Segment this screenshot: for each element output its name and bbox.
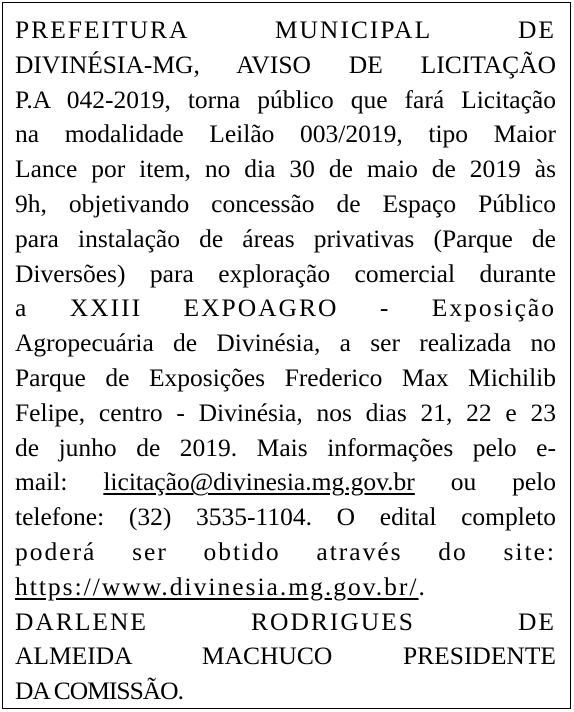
notice-line: Parque de Exposições Frederico Max Michilib bbox=[15, 362, 556, 392]
notice-line: 9h, objetivando concessão de Espaço Público bbox=[15, 188, 556, 218]
email-link[interactable]: licitação@divinesia.mg.gov.br bbox=[103, 467, 415, 497]
notice-line: a XXIII EXPOAGRO - Exposição bbox=[15, 293, 556, 323]
notice-line: Felipe, centro - Divinésia, nos dias 21, 22 e 23 bbox=[15, 397, 556, 427]
notice-line: para instalação de áreas privativas (Parque de bbox=[15, 223, 556, 253]
notice-line: na modalidade Leilão 003/2019, tipo Maior bbox=[15, 119, 556, 149]
site-line: poderá ser obtido através do site: bbox=[15, 536, 556, 566]
notice-line: PREFEITURA MUNICIPAL DE bbox=[15, 15, 556, 44]
public-notice bbox=[2, 2, 571, 709]
site-period: . bbox=[418, 571, 427, 601]
email-line bbox=[15, 465, 556, 500]
signature-line: DA COMISSÃO. bbox=[15, 676, 183, 706]
signature-line: DARLENE RODRIGUES DE bbox=[15, 606, 556, 636]
notice-line: Agropecuária de Divinésia, a ser realizada no bbox=[15, 328, 556, 358]
email-suffix: ou pelo bbox=[450, 467, 557, 497]
notice-line: Diversões) para exploração comercial durante bbox=[15, 258, 556, 288]
notice-line: P.A 042-2019, torna público que fará Licitação bbox=[15, 84, 556, 114]
phone-line: telefone: (32) 3535-1104. O edital completo bbox=[15, 502, 556, 532]
notice-line: Lance por item, no dia 30 de maio de 2019 às bbox=[15, 154, 556, 184]
site-link[interactable]: https://www.divinesia.mg.gov.br/ bbox=[15, 571, 419, 601]
notice-line: de junho de 2019. Mais informações pelo e- bbox=[15, 432, 556, 462]
email-prefix: mail: bbox=[15, 467, 68, 497]
signature-line: ALMEIDA MACHUCO PRESIDENTE bbox=[15, 641, 556, 671]
notice-line: DIVINÉSIA-MG, AVISO DE LICITAÇÃO bbox=[15, 49, 556, 79]
site-url-line bbox=[15, 570, 556, 605]
